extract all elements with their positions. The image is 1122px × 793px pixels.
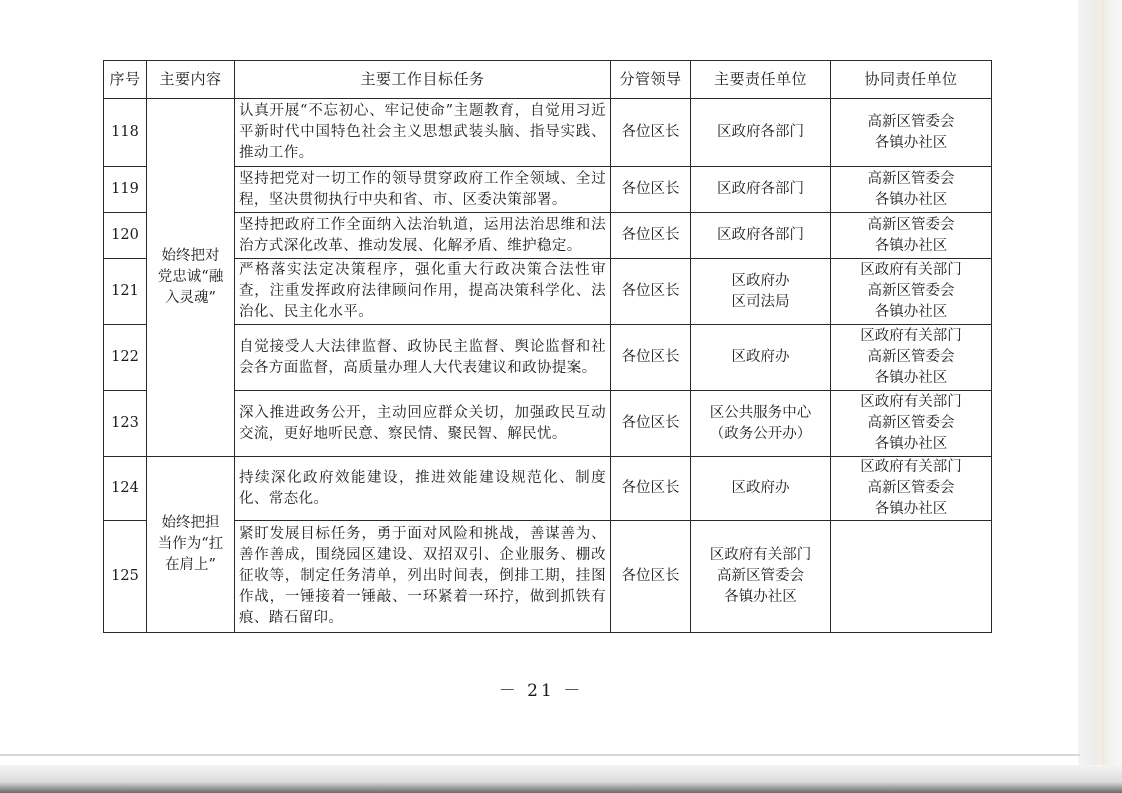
main-unit-cell [691, 391, 831, 457]
assist-unit-line: 各镇办社区 [874, 370, 948, 386]
assist-unit-line: 高新区管委会 [867, 170, 955, 187]
assist-unit-cell [831, 259, 992, 325]
main-unit-cell [691, 213, 831, 259]
main-unit-line: （政务公开办） [709, 425, 812, 442]
main-unit-line: 区政府办 [731, 349, 790, 365]
header-no: 序号 [104, 61, 147, 99]
row-no: 122 [104, 325, 147, 391]
group-label-line: 入灵魂” [165, 290, 216, 306]
assist-unit-cell [831, 325, 992, 391]
scan-bottom-edge [0, 765, 1122, 793]
main-unit-cell [691, 99, 831, 167]
group-label-line: 始终把对 [161, 248, 220, 264]
row-no: 120 [104, 213, 147, 259]
main-unit-line: 区政府各部门 [717, 124, 804, 140]
lead-cell: 各位区长 [611, 213, 691, 259]
assist-unit-line: 各镇办社区 [874, 191, 948, 208]
main-unit-cell [691, 457, 831, 521]
table-row [104, 521, 992, 633]
table-row [104, 325, 992, 391]
task-text: 坚持把党对一切工作的领导贯穿政府工作全领域、全过程，坚决贯彻执行中央和省、市、区委决策部署。 [235, 167, 611, 213]
page-number: － 21 － [498, 681, 584, 701]
assist-unit-line: 区政府有关部门 [860, 262, 962, 278]
assist-unit-line: 各镇办社区 [874, 304, 948, 320]
lead-cell: 各位区长 [611, 391, 691, 457]
header-task: 主要工作目标任务 [235, 61, 611, 99]
table-row [104, 213, 992, 259]
task-text: 自觉接受人大法律监督、政协民主监督、舆论监督和社会各方面监督，高质量办理人大代表建议和政协提案。 [235, 325, 611, 391]
assist-unit-cell [831, 391, 992, 457]
main-unit-line: 区司法局 [731, 293, 790, 310]
assist-unit-cell [831, 521, 992, 633]
assist-unit-line: 区政府有关部门 [860, 459, 962, 475]
lead-cell: 各位区长 [611, 521, 691, 633]
scan-binding-stripe [1098, 0, 1108, 793]
assist-unit-line: 各镇办社区 [874, 237, 948, 254]
assist-unit-cell [831, 213, 992, 259]
header-lead: 分管领导 [611, 61, 691, 99]
assist-unit-line: 高新区管委会 [867, 415, 955, 431]
group-label-line: 党忠诚“融 [157, 269, 224, 285]
main-unit-line: 区政府办 [731, 480, 790, 496]
lead-cell: 各位区长 [611, 457, 691, 521]
task-text: 持续深化政府效能建设，推进效能建设规范化、制度化、常态化。 [235, 457, 611, 521]
assist-unit-cell [831, 99, 992, 167]
task-text: 认真开展“不忘初心、牢记使命”主题教育，自觉用习近平新时代中国特色社会主义思想武装头脑、指导实践、推动工作。 [235, 99, 611, 167]
lead-cell: 各位区长 [611, 167, 691, 213]
group-label-line: 始终把担 [161, 515, 220, 531]
lead-cell: 各位区长 [611, 259, 691, 325]
scan-shadow-line [0, 754, 1080, 756]
assist-unit-line: 区政府有关部门 [860, 328, 962, 344]
assist-unit-line: 高新区管委会 [867, 283, 955, 299]
main-unit-cell [691, 167, 831, 213]
main-unit-cell [691, 325, 831, 391]
table-row [104, 457, 992, 521]
main-unit-line: 区政府各部门 [717, 181, 804, 197]
assist-unit-cell [831, 167, 992, 213]
assist-unit-cell [831, 457, 992, 521]
table-header-row [104, 61, 992, 99]
group-content-cell [147, 99, 235, 457]
main-unit-line: 区政府有关部门 [709, 547, 812, 563]
table-row [104, 259, 992, 325]
main-unit-line: 高新区管委会 [717, 568, 804, 584]
row-no: 123 [104, 391, 147, 457]
assist-unit-line: 高新区管委会 [867, 349, 955, 365]
task-text: 深入推进政务公开，主动回应群众关切，加强政民互动交流，更好地听民意、察民情、聚民智、解民忧。 [235, 391, 611, 457]
main-unit-line: 区政府各部门 [717, 227, 804, 243]
row-no: 118 [104, 99, 147, 167]
assist-unit-line: 高新区管委会 [867, 480, 955, 496]
group-label-line: 当作为“扛 [157, 536, 224, 552]
task-text: 紧盯发展目标任务，勇于面对风险和挑战，善谋善为、善作善成，围绕园区建设、双招双引、企业服务、棚改征收等，制定任务清单，列出时间表，倒排工期，挂图作战，一锤接着一锤敲、一环紧着一环拧，做到抓铁有痕、踏石留印。 [235, 521, 611, 633]
row-no: 124 [104, 457, 147, 521]
assist-unit-line: 各镇办社区 [874, 501, 948, 517]
table-row [104, 167, 992, 213]
main-unit-cell [691, 521, 831, 633]
assist-unit-line: 各镇办社区 [874, 436, 948, 452]
group-label-line: 在肩上” [165, 557, 216, 573]
table-row [104, 391, 992, 457]
assist-unit-line: 区政府有关部门 [860, 394, 962, 410]
group-content-cell [147, 457, 235, 633]
task-text: 严格落实法定决策程序，强化重大行政决策合法性审查，注重发挥政府法律顾问作用，提高决策科学化、法治化、民主化水平。 [235, 259, 611, 325]
main-unit-line: 各镇办社区 [724, 589, 797, 605]
header-main-unit: 主要责任单位 [691, 61, 831, 99]
assist-unit-line: 高新区管委会 [867, 113, 955, 130]
header-content: 主要内容 [147, 61, 235, 99]
task-text: 坚持把政府工作全面纳入法治轨道，运用法治思维和法治方式深化改革、推动发展、化解矛盾、维护稳定。 [235, 213, 611, 259]
lead-cell: 各位区长 [611, 99, 691, 167]
lead-cell: 各位区长 [611, 325, 691, 391]
main-unit-cell [691, 259, 831, 325]
main-unit-line: 区公共服务中心 [709, 404, 812, 421]
assist-unit-line: 各镇办社区 [874, 134, 948, 151]
assist-unit-line: 高新区管委会 [867, 216, 955, 233]
row-no: 121 [104, 259, 147, 325]
row-no: 119 [104, 167, 147, 213]
task-table [103, 60, 992, 633]
table-row [104, 99, 992, 167]
row-no: 125 [104, 521, 147, 633]
header-assist-unit: 协同责任单位 [831, 61, 992, 99]
main-unit-line: 区政府办 [731, 272, 790, 289]
